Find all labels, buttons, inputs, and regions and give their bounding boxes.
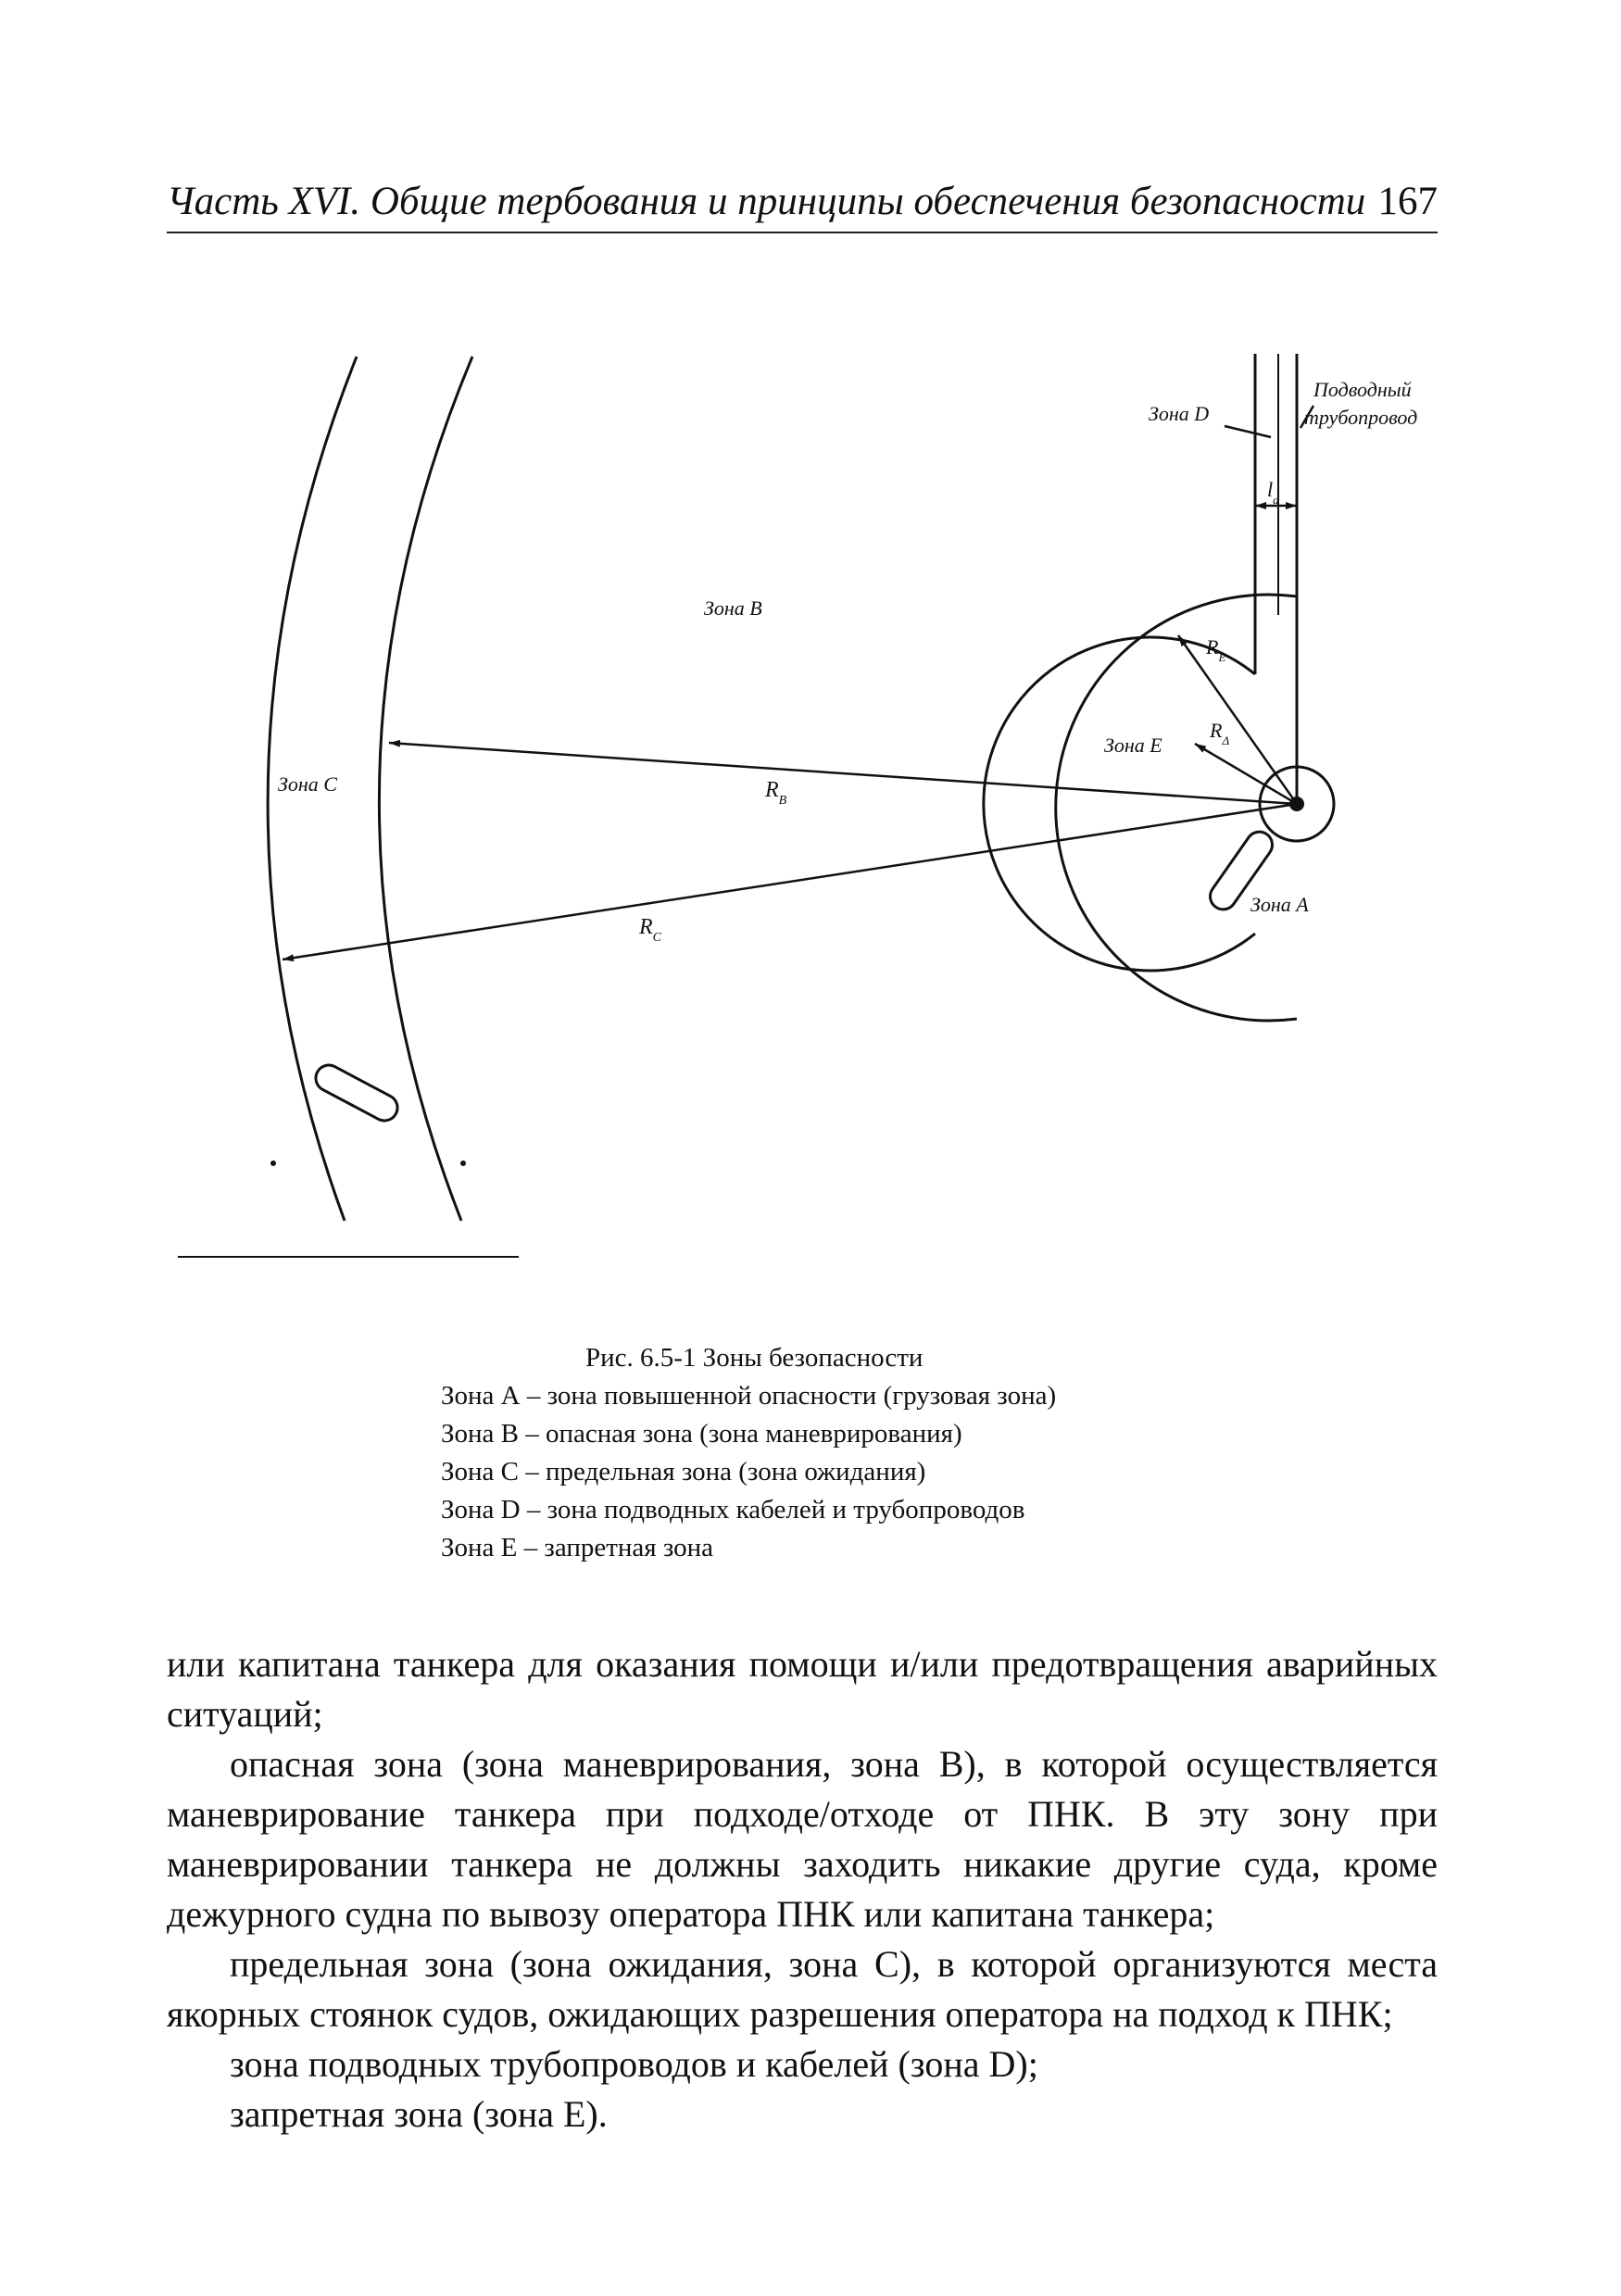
- caption-item: Зона D – зона подводных кабелей и трубопроводов: [441, 1495, 1025, 1524]
- dot-marker-right: [460, 1161, 466, 1166]
- caption-item: Зона С – предельная зона (зона ожидания): [441, 1457, 926, 1487]
- ld-label: $l_d$: [1267, 478, 1279, 507]
- paragraph: предельная зона (зона ожидания, зона C), в которой организуются места якорных стоянок судов, ожидающих разрешения оператора на подход к ПНК;: [167, 1943, 1438, 2035]
- paragraph: зона подводных трубопроводов и кабелей (зона D);: [230, 2043, 1038, 2085]
- paragraph: или капитана танкера для оказания помощи и/или предотвращения аварийных ситуаций;: [167, 1643, 1438, 1735]
- caption-item: Зона В – опасная зона (зона маневрирования): [441, 1419, 962, 1449]
- zone-b-label: Зона B: [704, 596, 762, 620]
- header-title: Часть XVI. Общие тербования и принципы обеспечения безопасности: [167, 180, 1366, 223]
- pipeline-label-line2: трубопровод: [1304, 406, 1418, 429]
- pipeline-label-line1: Подводный: [1313, 378, 1412, 401]
- zone-e-label: Зона E: [1104, 734, 1162, 757]
- caption-item: Зона А – зона повышенной опасности (грузовая зона): [441, 1381, 1057, 1411]
- zone-c-label: Зона C: [278, 772, 337, 796]
- rb-label: $R_B$: [765, 778, 787, 808]
- page-number: 167: [1377, 180, 1438, 223]
- dot-marker-left: [270, 1161, 276, 1166]
- re-label: $R_E$: [1206, 635, 1226, 664]
- zone-d-label: Зона D: [1149, 402, 1210, 425]
- figure-caption: [441, 1339, 1056, 1567]
- radius-rc-arrow: [283, 804, 1297, 960]
- paragraph: опасная зона (зона маневрирования, зона B), в которой осуществляется маневрирование танкера при подходе/отходе от ПНК. В эту зону при маневрировании танкера не должны заходить никакие другие суда, кроме дежурного судна по вывозу оператора ПНК или капитана танкера;: [167, 1743, 1438, 1935]
- zone-a-label: Зона A: [1250, 893, 1309, 916]
- zone-c-outer-arc: [379, 357, 472, 1221]
- radius-rdelta-arrow: [1195, 744, 1297, 804]
- rc-label: $R_C$: [639, 915, 662, 945]
- rdelta-label: $R_\Delta$: [1210, 719, 1230, 747]
- paragraph: запретная зона (зона E).: [230, 2093, 608, 2135]
- body-text: [167, 1639, 1438, 2139]
- zone-d-leader: [1225, 426, 1271, 437]
- caption-title: Рис. 6.5-1 Зоны безопасности: [585, 1343, 924, 1373]
- ship-at-anchor: [311, 1060, 402, 1125]
- caption-item: Зона Е – запретная зона: [441, 1533, 714, 1562]
